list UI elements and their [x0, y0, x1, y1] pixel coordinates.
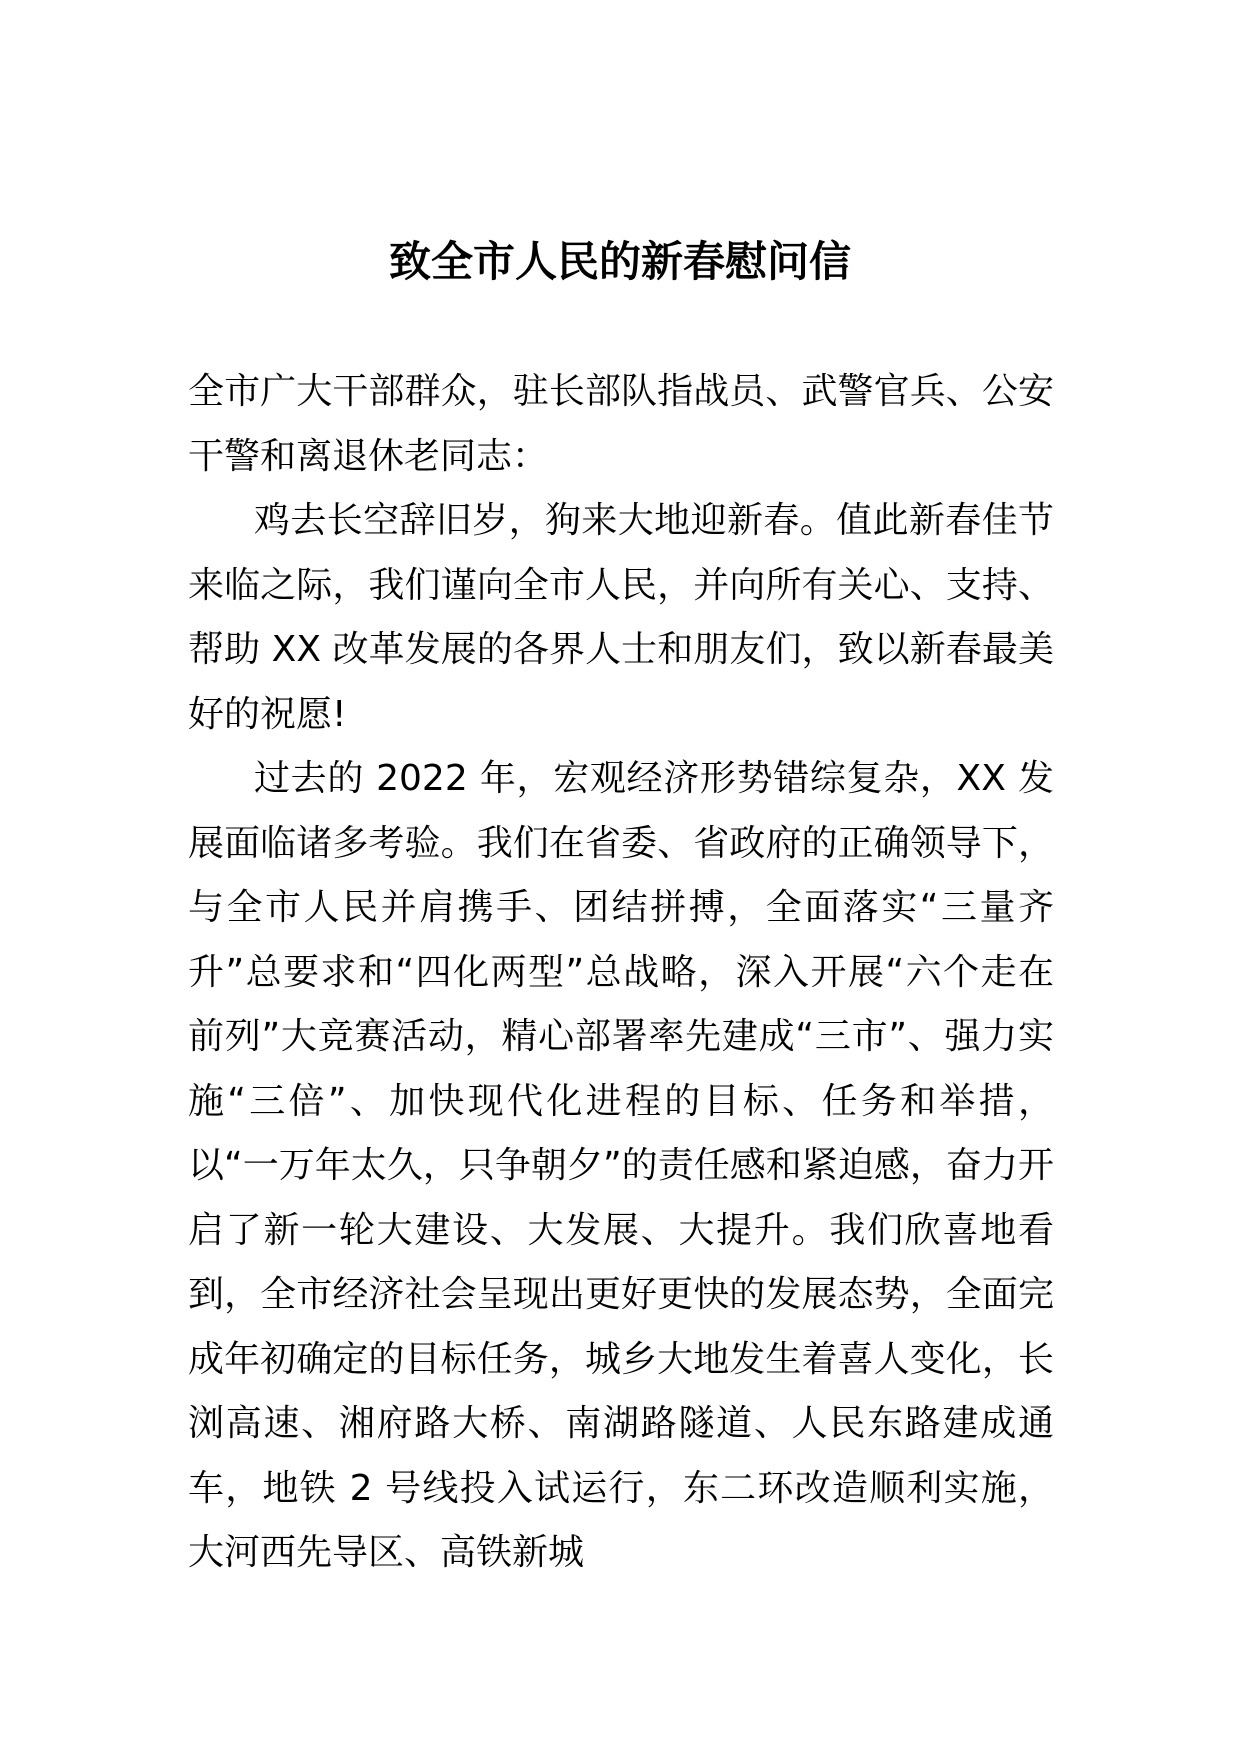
paragraph-2: 过去的 2022 年，宏观经济形势错综复杂，XX 发展面临诸多考验。我们在省委、省政府的正确领导下，与全市人民并肩携手、团结拼搏，全面落实“三量齐升”总要求和“四化两型”总战略，深入开展“六个走在前列”大竞赛活动，精心部署率先建成“三市”、强力实施“三倍”、加快现代化进程的目标、任务和举措，以“一万年太久，只争朝夕”的责任感和紧迫感，奋力开启了新一轮大建设、大发展、大提升。我们欣喜地看到，全市经济社会呈现出更好更快的发展态势，全面完成年初确定的目标任务，城乡大地发生着喜人变化，长浏高速、湘府路大桥、南湖路隧道、人民东路建成通车，地铁 2 号线投入试运行，东二环改造顺利实施，大河西先导区、高铁新城 [188, 758, 1054, 1573]
paragraph-1: 鸡去长空辞旧岁，狗来大地迎新春。值此新春佳节来临之际，我们谨向全市人民，并向所有关心、支持、帮助 XX 改革发展的各界人士和朋友们，致以新春最美好的祝愿! [188, 500, 1054, 735]
salutation: 全市广大干部群众，驻长部队指战员、武警官兵、公安干警和离退休老同志： [188, 371, 1054, 477]
letter-body [188, 360, 1054, 1586]
letter-title: 致全市人民的新春慰问信 [388, 237, 851, 286]
